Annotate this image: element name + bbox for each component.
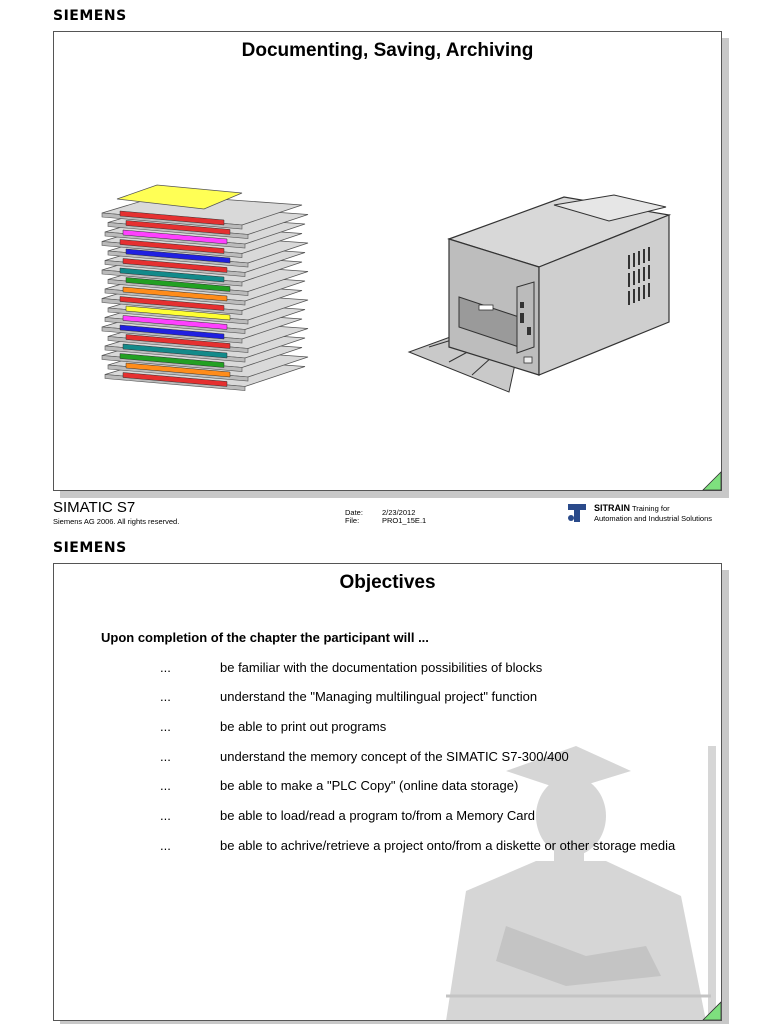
- list-item-text: be able to print out programs: [220, 719, 387, 734]
- file-value: PRO1_15E.1: [382, 516, 427, 525]
- list-bullet: ...: [160, 660, 171, 675]
- product-name: SIMATIC S7: [53, 499, 136, 516]
- sitrain-label: [594, 503, 712, 524]
- date-label: Date:: [345, 508, 363, 517]
- date-value: 2/23/2012: [382, 508, 416, 517]
- slide-title-objectives: Objectives: [339, 572, 436, 593]
- file-label: File:: [345, 516, 360, 525]
- list-bullet: ...: [160, 689, 171, 704]
- list-item-text: be able to make a "PLC Copy" (online data storage): [220, 778, 519, 793]
- list-item-text: be able to achrive/retrieve a project onto/from a diskette or other storage media: [220, 838, 676, 853]
- list-item-text: understand the "Managing multilingual project" function: [220, 689, 538, 704]
- list-bullet: ...: [160, 778, 171, 793]
- slide-title: Documenting, Saving, Archiving: [241, 40, 534, 61]
- diskette-stack-illustration: [92, 177, 332, 387]
- list-item-text: be able to load/read a program to/from a Memory Card: [220, 808, 536, 823]
- corner-marker: [703, 472, 721, 490]
- siemens-logo-2: SIEMENS: [53, 540, 127, 556]
- list-bullet: ...: [160, 838, 171, 853]
- list-bullet: ...: [160, 719, 171, 734]
- printer-illustration: [404, 187, 684, 407]
- list-item-text: understand the memory concept of the SIMATIC S7-300/400: [220, 749, 569, 764]
- list-bullet: ...: [160, 749, 171, 764]
- list-bullet: ...: [160, 808, 171, 823]
- slide-objectives: [53, 563, 722, 1021]
- list-item-text: be familiar with the documentation possibilities of blocks: [220, 660, 543, 675]
- sitrain-logo-icon: [566, 502, 588, 524]
- copyright: Siemens AG 2006. All rights reserved.: [53, 517, 180, 526]
- sitrain-name: SITRAIN: [594, 503, 630, 513]
- slide-documenting: [53, 31, 722, 491]
- siemens-logo: SIEMENS: [53, 8, 127, 24]
- sitrain-tagline-1: Training for: [631, 504, 670, 513]
- objectives-lead: Upon completion of the chapter the participant will ...: [101, 630, 429, 645]
- sitrain-tagline-2: Automation and Industrial Solutions: [594, 514, 712, 523]
- corner-marker: [703, 1002, 721, 1020]
